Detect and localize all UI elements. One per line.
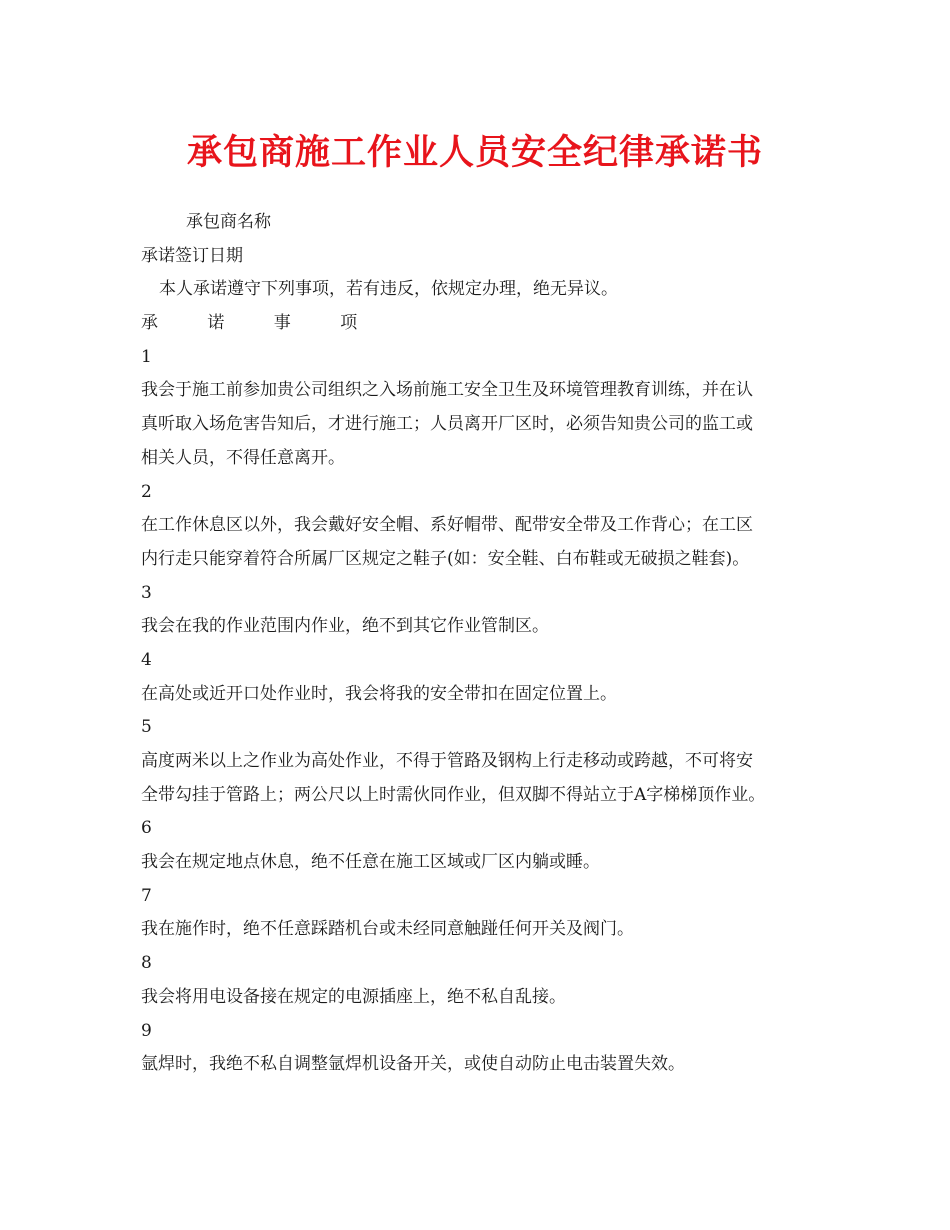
intro-paragraph: 本人承诺遵守下列事项，若有违反，依规定办理，绝无异议。 — [159, 279, 618, 300]
commitment-item-number: 8 — [141, 953, 152, 974]
sign-date-label: 承诺签订日期 — [141, 245, 243, 266]
commitment-item-number: 3 — [141, 582, 152, 603]
commitment-item-text-line: 氩焊时，我绝不私自调整氩焊机设备开关，或使自动防止电击装置失效。 — [141, 1054, 685, 1075]
commitment-item-number: 5 — [141, 717, 152, 738]
commitment-item-text-line: 内行走只能穿着符合所属厂区规定之鞋子(如：安全鞋、白布鞋或无破损之鞋套)。 — [141, 548, 750, 569]
commitment-item-number: 9 — [141, 1020, 152, 1041]
commitment-item-number: 4 — [141, 649, 152, 670]
commitment-item — [141, 1015, 841, 1082]
commitment-item-text-line: 高度两米以上之作业为高处作业，不得于管路及钢构上行走移动或跨越，不可将安 — [141, 751, 753, 771]
commitment-item-text-line: 相关人员，不得任意离开。 — [141, 447, 345, 468]
commitment-item — [141, 880, 841, 947]
commitment-item-text-line: 真听取入场危害告知后，才进行施工；人员离开厂区时，必须告知贵公司的监工或 — [141, 414, 753, 435]
commitment-item-number: 6 — [141, 818, 152, 839]
commitment-item — [141, 577, 841, 644]
commitment-item-text-line: 我会于施工前参加贵公司组织之入场前施工安全卫生及环境管理教育训练，并在认 — [141, 380, 753, 401]
commitment-item-number: 7 — [141, 885, 152, 906]
contractor-name-label: 承包商名称 — [186, 212, 271, 232]
commitment-item-text-line: 在高处或近开口处作业时，我会将我的安全带扣在固定位置上。 — [141, 683, 617, 704]
commitment-item — [141, 947, 841, 1014]
commitment-item-text-line: 我在施作时，绝不任意踩踏机台或未经同意触踫任何开关及阀门。 — [141, 919, 634, 940]
commitment-item — [141, 476, 841, 577]
commitment-item — [141, 812, 841, 879]
commitment-item-text-line: 我会在我的作业范围内作业，绝不到其它作业管制区。 — [141, 616, 549, 637]
commitment-item — [141, 341, 841, 476]
commitment-item-text-line: 在工作休息区以外，我会戴好安全帽、系好帽带、配带安全带及工作背心；在工区 — [141, 515, 753, 536]
commitment-item-text-line: 全带勾挂于管路上；两公尺以上时需伙同作业，但双脚不得站立于A字梯梯顶作业。 — [141, 784, 766, 805]
commitment-item-text-line: 我会在规定地点休息，绝不任意在施工区域或厂区内躺或睡。 — [141, 852, 600, 873]
items-heading: 承 诺 事 项 — [141, 313, 380, 334]
document-title: 承包商施工作业人员安全纪律承诺书 — [186, 133, 763, 173]
commitment-item-number: 2 — [141, 481, 152, 502]
commitment-item-number: 1 — [141, 346, 152, 367]
items-list — [141, 341, 841, 1082]
commitment-item-text-line: 我会将用电设备接在规定的电源插座上，绝不私自乱接。 — [141, 986, 566, 1007]
commitment-item — [141, 711, 841, 812]
document-body — [141, 206, 841, 1082]
commitment-item — [141, 644, 841, 711]
